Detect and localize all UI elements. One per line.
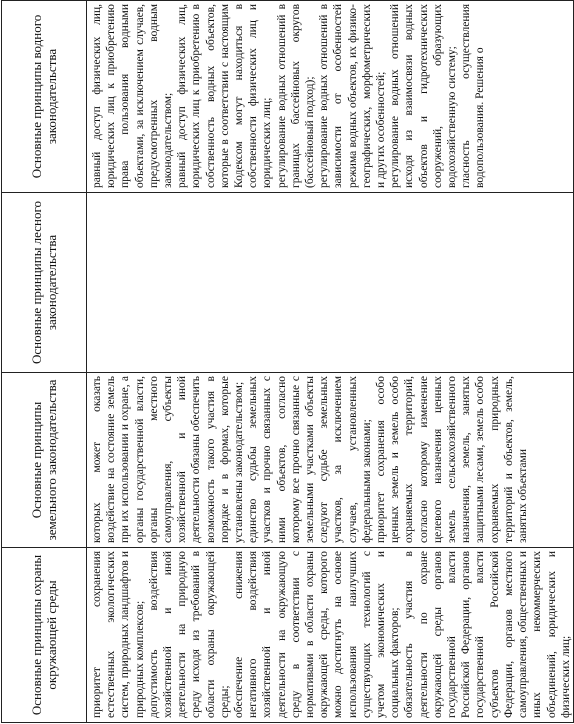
principle-item: регулирование водных отношений исходя из взаимосвязи водных объектов и гидротехнических сооружений, образующих водохозяйственную систему; bbox=[389, 4, 459, 188]
environment-principles-cell bbox=[87, 548, 574, 723]
principle-item: гласность осуществления водопользования. Решения о bbox=[460, 4, 487, 188]
principle-item: обязательность участия в деятельности по охране окружающей среды органов государственной власти Российской Федерации, органов государственной власти субъектов Российской Федерации, органов местного самоуправления, общественных и иных некоммерческих объединений, юридических и физических лиц; bbox=[403, 551, 572, 718]
principle-item: единство судьбы земельных участков и прочно связанных с ними объектов, согласно которому все прочно связанные с земельными участками объекты следуют судьбе земельных участков, за исключением случаев, установленных федеральными законами; bbox=[247, 376, 373, 543]
principle-item: приоритет сохранения естественных экологических систем, природных ландшафтов и природных комплексов; bbox=[91, 551, 146, 718]
principle-item: равный доступ физических лиц, юридических лиц к приобретению права пользования водными объектами, за исключением случаев, предусмотренных водным законодательством; bbox=[91, 4, 175, 188]
principles-table bbox=[1, 0, 574, 723]
land-principles-cell bbox=[87, 373, 574, 548]
header-forest-legislation: Основные принципы лесного законодательства bbox=[2, 193, 87, 373]
principle-item: регулирование водных отношений в границах бассейновых округов (бассейновый подход); bbox=[275, 4, 317, 188]
principle-item: регулирование водных отношений в зависимости от особенностей режима водных объектов, их физико-географических, морфометрических и других особенностей; bbox=[318, 4, 388, 188]
header-land-legislation: Основные принципы земельного законодательства bbox=[2, 373, 87, 548]
forest-principles-cell bbox=[87, 193, 574, 373]
principle-item: приоритет сохранения особо ценных земель и земель особо охраняемых территорий, согласно которому изменение целевого назначения ценных земель сельскохозяйственного назначения, земель, занятых защитными лесами, земель особо охраняемых природных территорий и объектов, земель, занятых объектами bbox=[375, 376, 530, 543]
header-environment-protection: Основные принципы охраны окружающей среды bbox=[2, 548, 87, 723]
principle-item: обеспечение снижения негативного воздействия хозяйственной и иной деятельности на окружающую среду в соответствии с нормативами в области охраны окружающей среды, которого можно достигнуть на основе использования наилучших существующих технологий с учетом экономических и социальных факторов; bbox=[233, 551, 402, 718]
header-row bbox=[2, 1, 87, 723]
body-row bbox=[87, 1, 574, 723]
principle-item: равный доступ физических лиц, юридических лиц к приобретению в собственность водных объектов, которые в соответствии с настоящим Кодексом могут находиться в собственности физических лиц и юридических лиц; bbox=[176, 4, 274, 188]
water-principles-cell bbox=[87, 1, 574, 193]
principle-item: допустимость воздействия хозяйственной и иной деятельности на природную среду исходя из требований в области охраны окружающей среды; bbox=[147, 551, 231, 718]
principle-item: которых может оказать воздействие на состояние земель при их использовании и охране, а органы государственной власти, органы местного самоуправления, субъекты хозяйственной и иной деятельности обязаны обеспечить возможность такого участия в порядке и в формах, которые установлены законодательством; bbox=[91, 376, 246, 543]
header-water-legislation: Основные принципы водного законодательства bbox=[2, 1, 87, 193]
